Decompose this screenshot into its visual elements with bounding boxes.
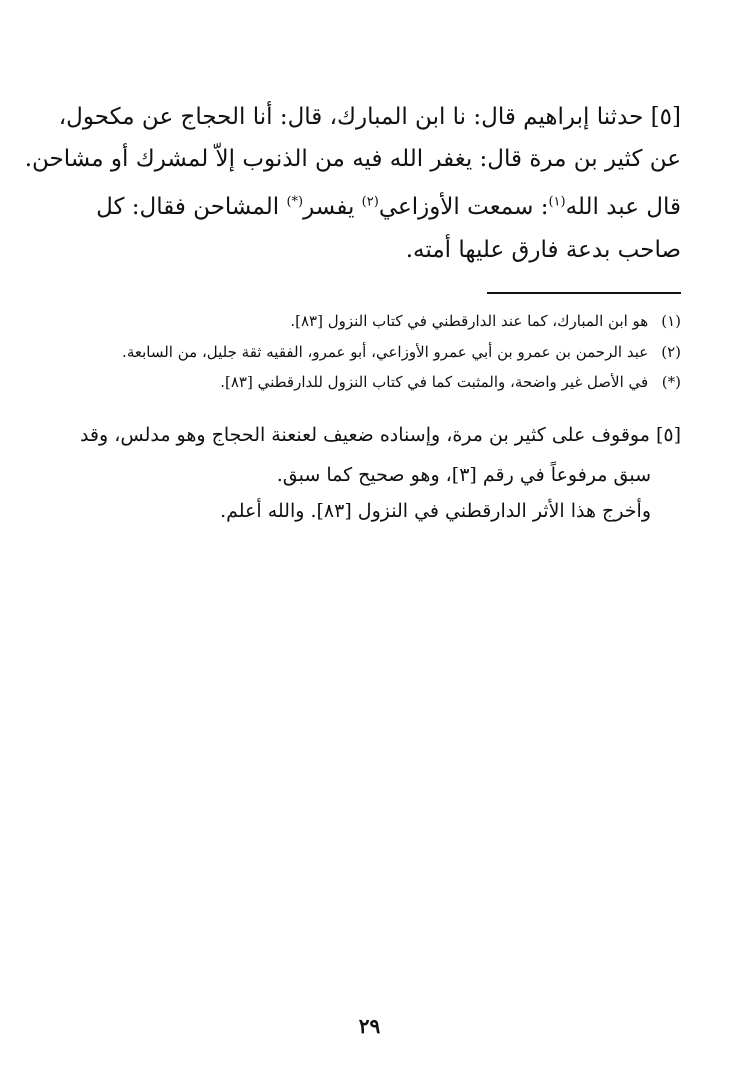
hadith-line-2: عن كثير بن مرة قال: يغفر الله فيه من الذنوب إلاّ لمشرك أو مشاحن. xyxy=(24,146,681,172)
commentary-line-2: سبق مرفوعاً في رقم [٣]، وهو صحيح كما سبق. xyxy=(276,464,651,486)
footnote-1 xyxy=(290,312,681,330)
hadith-line-3-part-4: المشاحن فقال: كل xyxy=(96,194,287,220)
footnote-2-marker: (٢) xyxy=(661,343,681,361)
footnote-2 xyxy=(122,343,681,361)
hadith-line-3-part-1: قال عبد الله xyxy=(565,194,681,220)
page-number: ٢٩ xyxy=(358,1014,381,1038)
footnote-3-marker: (*) xyxy=(661,373,681,391)
footnote-ref-1: (١) xyxy=(548,194,566,210)
footnote-1-text: هو ابن المبارك، كما عند الدارقطني في كتاب النزول [٨٣]. xyxy=(290,312,649,330)
commentary-line-3: وأخرج هذا الأثر الدارقطني في النزول [٨٣]. والله أعلم. xyxy=(220,500,651,522)
footnote-3-text: في الأصل غير واضحة، والمثبت كما في كتاب النزول للدارقطني [٨٣]. xyxy=(220,373,649,391)
hadith-line-3-part-3: يفسر xyxy=(303,194,362,220)
footnote-ref-2: (٢) xyxy=(361,194,379,210)
footnote-1-marker: (١) xyxy=(661,312,681,330)
hadith-line-3 xyxy=(96,194,681,220)
footnote-separator xyxy=(487,292,681,294)
footnote-2-text: عبد الرحمن بن عمرو بن أبي عمرو الأوزاعي، أبو عمرو، الفقيه ثقة جليل، من السابعة. xyxy=(122,343,649,361)
hadith-line-1: [٥] حدثنا إبراهيم قال: نا ابن المبارك، قال: أنا الحجاج عن مكحول، xyxy=(58,104,681,130)
hadith-line-4: صاحب بدعة فارق عليها أمته. xyxy=(405,237,681,263)
footnote-3 xyxy=(220,373,681,391)
hadith-line-3-part-2: : سمعت الأوزاعي xyxy=(378,194,549,220)
footnote-ref-3: (*) xyxy=(286,194,304,210)
commentary-line-1: [٥] موقوف على كثير بن مرة، وإسناده ضعيف لعنعنة الحجاج وهو مدلس، وقد xyxy=(79,424,681,446)
